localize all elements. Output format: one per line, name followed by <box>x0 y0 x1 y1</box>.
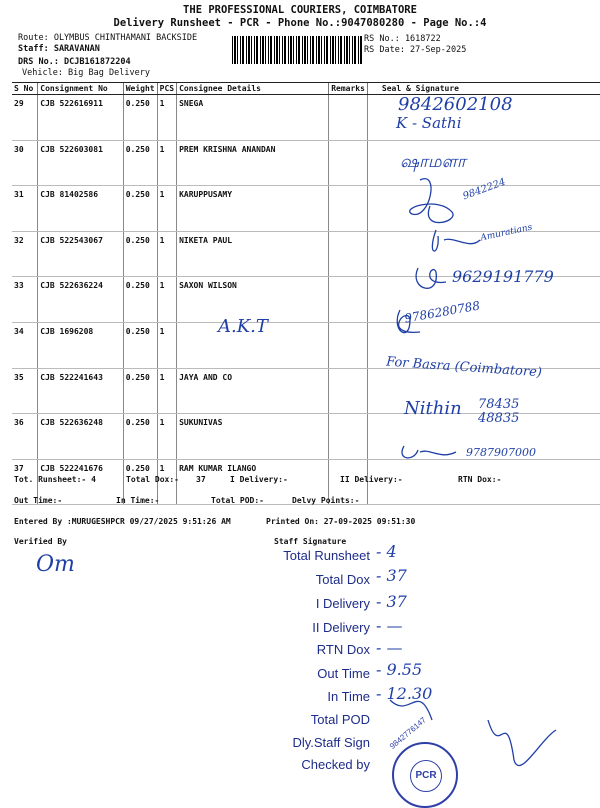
verified-by-label: Verified By <box>14 537 67 546</box>
stamp-value: - — <box>376 616 403 635</box>
stamp-value: - — <box>376 638 403 657</box>
row-pcs: 1 <box>157 231 176 277</box>
summary-total-pod: Total POD:- <box>211 496 264 505</box>
row-weight: 0.250 <box>123 277 157 323</box>
company-title: THE PROFESSIONAL COURIERS, COIMBATORE <box>183 4 417 16</box>
col-consignment: Consignment No <box>38 83 123 95</box>
table-header-row <box>12 83 600 95</box>
row-weight: 0.250 <box>123 186 157 232</box>
rs-date: RS Date: 27-Sep-2025 <box>364 45 467 55</box>
row-weight: 0.250 <box>123 414 157 460</box>
row-consignment: CJB 522543067 <box>38 231 123 277</box>
summary-in-time: In Time:- <box>116 496 160 505</box>
handwritten-name: K - Sathi <box>396 114 462 132</box>
row-pcs: 1 <box>157 414 176 460</box>
row-sno: 37 <box>12 459 38 505</box>
row-remarks <box>329 95 368 141</box>
row-weight: 0.250 <box>123 231 157 277</box>
row-sno: 30 <box>12 140 38 186</box>
barcode-image <box>232 36 362 64</box>
stamp-label: I Delivery <box>315 596 370 611</box>
row-weight: 0.250 <box>123 95 157 141</box>
row-pcs: 1 <box>157 459 176 505</box>
company-seal <box>392 742 458 808</box>
stamp-label: Checked by <box>301 757 370 772</box>
stamp-label: Total POD <box>310 712 370 727</box>
summary-tot-runsheet: Tot. Runsheet:- 4 <box>14 475 96 484</box>
row-sno: 36 <box>12 414 38 460</box>
summary-delvy-points: Delvy Points:- <box>292 496 360 505</box>
handwritten-note: For Basra (Coimbatore) <box>385 354 543 381</box>
row-remarks <box>329 231 368 277</box>
row-consignee: PREM KRISHNA ANANDAN <box>177 140 329 186</box>
scribble-signature <box>390 700 432 720</box>
col-pcs: PCS <box>157 83 176 95</box>
verified-signature: Om <box>36 552 75 577</box>
staff-signature-label: Staff Signature <box>274 537 347 546</box>
handwritten-phone: 9842224 <box>461 176 508 203</box>
col-remarks: Remarks <box>329 83 368 95</box>
row-weight: 0.250 <box>123 140 157 186</box>
stamp-label: In Time <box>327 689 370 704</box>
col-sno: S No <box>12 83 38 95</box>
stamp-label: Out Time <box>317 666 370 681</box>
stamp-value: - 4 <box>376 542 397 561</box>
row-remarks <box>329 414 368 460</box>
row-consignee: SUKUNIVAS <box>177 414 329 460</box>
row-pcs: 1 <box>157 186 176 232</box>
stamp-value: - 37 <box>376 566 407 585</box>
row-sno: 31 <box>12 186 38 232</box>
table-row <box>12 322 600 368</box>
row-pcs: 1 <box>157 322 176 368</box>
row-sno: 35 <box>12 368 38 414</box>
row-remarks <box>329 186 368 232</box>
row-consignment: CJB 522603081 <box>38 140 123 186</box>
entered-by: Entered By :MURUGESHPCR 09/27/2025 9:51:26 AM <box>14 517 231 526</box>
handwritten-name: Nithin <box>404 398 462 419</box>
row-consignment: CJB 522636224 <box>38 277 123 323</box>
rs-number: RS No.: 1618722 <box>364 34 441 44</box>
runsheet-subtitle: Delivery Runsheet - PCR - Phone No.:9047080280 - Page No.:4 <box>113 17 487 29</box>
row-consignment: CJB 1696208 <box>38 322 123 368</box>
stamp-label: II Delivery <box>312 620 370 635</box>
col-seal-signature: Seal & Signature <box>367 83 600 95</box>
row-consignee: NIKETA PAUL <box>177 231 329 277</box>
runsheet-table <box>12 82 600 505</box>
row-remarks <box>329 140 368 186</box>
handwritten-phone: 9842602108 <box>398 94 513 115</box>
handwritten-phone: 9787907000 <box>466 446 536 459</box>
row-pcs: 1 <box>157 95 176 141</box>
row-consignee: RAM KUMAR ILANGO <box>177 459 329 505</box>
row-consignee: KARUPPUSAMY <box>177 186 329 232</box>
row-consignment: CJB 522616911 <box>38 95 123 141</box>
handwritten-note: ஷாமளா <box>400 152 466 172</box>
row-sno: 29 <box>12 95 38 141</box>
summary-i-delivery: I Delivery:- <box>230 475 288 484</box>
row-consignment: CJB 522241676 <box>38 459 123 505</box>
stamp-value: - 9.55 <box>376 660 423 679</box>
row-weight: 0.250 <box>123 322 157 368</box>
summary-total-dox-value: 37 <box>196 475 206 484</box>
table-row <box>12 140 600 186</box>
stamp-label: Dly.Staff Sign <box>292 735 370 750</box>
handwritten-name: A.K.T <box>218 316 268 337</box>
seal-digits: 9842776147 <box>388 715 428 751</box>
row-sno: 33 <box>12 277 38 323</box>
summary-rtn-dox: RTN Dox:- <box>458 475 502 484</box>
summary-ii-delivery: II Delivery:- <box>340 475 403 484</box>
col-consignee: Consignee Details <box>177 83 329 95</box>
handwritten-phone: 9786280788 <box>403 298 481 326</box>
row-weight: 0.250 <box>123 368 157 414</box>
row-consignment: CJB 81402586 <box>38 186 123 232</box>
col-weight: Weight <box>123 83 157 95</box>
scribble-signature <box>488 720 556 766</box>
vehicle-label: Vehicle: Big Bag Delivery <box>22 68 150 78</box>
row-consignment: CJB 522636248 <box>38 414 123 460</box>
row-consignee: SAXON WILSON <box>177 277 329 323</box>
row-pcs: 1 <box>157 140 176 186</box>
stamp-label: Total Dox <box>315 572 370 587</box>
row-pcs: 1 <box>157 277 176 323</box>
staff-label: Staff: SARAVANAN <box>18 44 100 54</box>
handwritten-phone: 9629191779 <box>452 267 554 286</box>
table-row <box>12 186 600 232</box>
summary-total-dox: Total Dox:- <box>126 475 179 484</box>
row-consignment: CJB 522241643 <box>38 368 123 414</box>
row-remarks <box>329 277 368 323</box>
row-consignee: JAYA AND CO <box>177 368 329 414</box>
handwritten-number: 78435 48835 <box>478 397 520 426</box>
handwritten-note: Amuratians <box>479 222 534 244</box>
route-label: Route: OLYMBUS CHINTHAMANI BACKSIDE <box>18 33 198 43</box>
stamp-label: RTN Dox <box>316 642 370 657</box>
row-weight: 0.250 <box>123 459 157 505</box>
row-sno: 34 <box>12 322 38 368</box>
row-sno: 32 <box>12 231 38 277</box>
seal-text: PCR <box>410 760 442 792</box>
drs-number: DRS No.: DCJB161872204 <box>18 57 131 67</box>
stamp-value: - 12.30 <box>376 684 433 703</box>
row-pcs: 1 <box>157 368 176 414</box>
summary-out-time: Out Time:- <box>14 496 63 505</box>
row-consignee: SNEGA <box>177 95 329 141</box>
row-remarks <box>329 322 368 368</box>
row-remarks <box>329 368 368 414</box>
printed-on: Printed On: 27-09-2025 09:51:30 <box>266 517 416 526</box>
stamp-label: Total Runsheet <box>283 548 370 563</box>
stamp-value: - 37 <box>376 592 407 611</box>
